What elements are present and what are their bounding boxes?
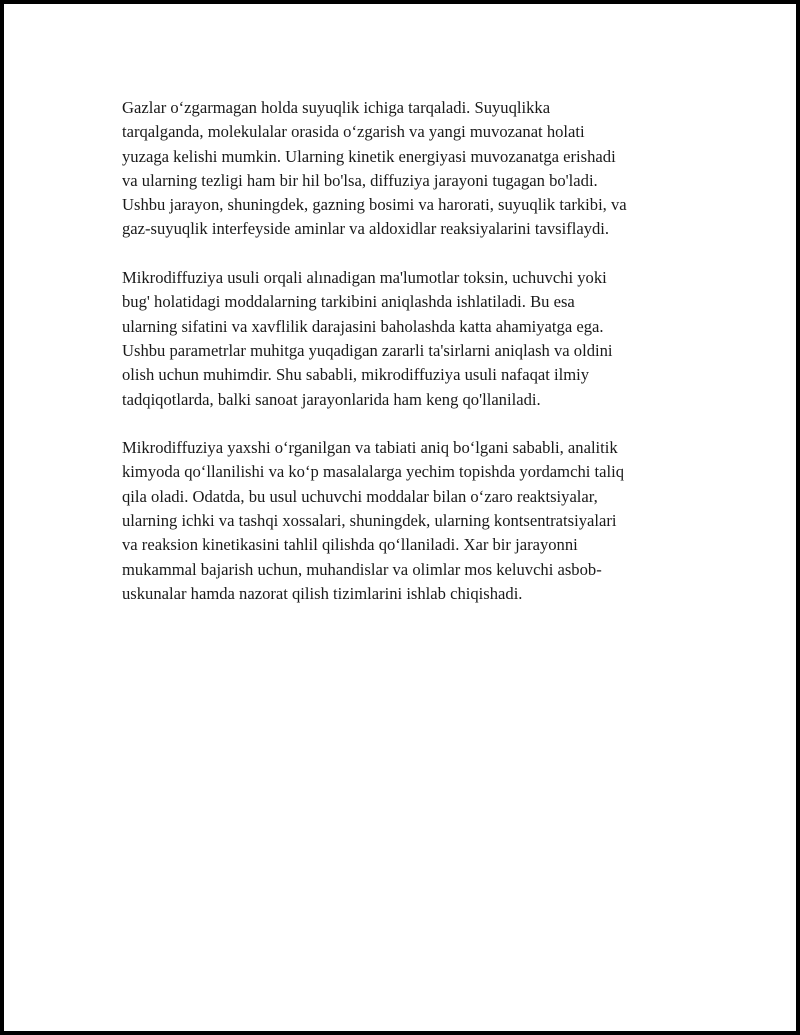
document-body [122,96,692,631]
text-line: Ushbu parametrlar muhitga yuqadigan zararli ta'sirlarni aniqlash va oldini [122,340,613,360]
text-line: qila oladi. Odatda, bu usul uchuvchi moddalar bilan o‘zaro reaktsiyalar, [122,486,598,506]
text-line: tadqiqotlarda, balki sanoat jarayonlarida ham keng qo'llaniladi. [122,389,541,409]
text-line: Ushbu jarayon, shuningdek, gazning bosimi va harorati, suyuqlik tarkibi, va [122,195,627,215]
text-line: olish uchun muhimdir. Shu sababli, mikrodiffuziya usuli nafaqat ilmiy [122,365,590,385]
text-line: gaz-suyuqlik interfeyside aminlar va aldoxidlar reaksiyalarini tavsiflaydi. [122,219,610,239]
text-line: va reaksion kinetikasini tahlil qilishda qo‘llaniladi. Xar bir jarayonni [122,535,578,555]
text-line: Gazlar o‘zgarmagan holda suyuqlik ichiga tarqaladi. Suyuqlikka [122,98,551,117]
text-line: Mikrodiffuziya usuli orqali alınadigan ma'lumotlar toksin, uchuvchi yoki [122,268,607,288]
text-line: bug' holatidagi moddalarning tarkibini aniqlashda ishlatiladi. Bu esa [122,292,575,312]
text-line: tarqalganda, molekulalar orasida o‘zgarish va yangi muvozanat holati [122,122,585,142]
text-line: kimyoda qo‘llanilishi va ko‘p masalalarga yechim topishda yordamchi taliq [122,462,624,482]
text-line: Mikrodiffuziya yaxshi o‘rganilgan va tabiati aniq bo‘lgani sababli, analitik [122,438,618,458]
text-line: yuzaga kelishi mumkin. Ularning kinetik energiyasi muvozanatga erishadi [122,146,616,166]
text-line: mukammal bajarish uchun, muhandislar va olimlar mos keluvchi asbob- [122,559,602,579]
paragraph-3 [122,436,692,606]
paragraph-1 [122,96,692,242]
text-line: uskunalar hamda nazorat qilish tizimlarini ishlab chiqishadi. [122,583,523,603]
text-line: ularning sifatini va xavflilik darajasini baholashda katta ahamiyatga ega. [122,316,604,336]
paragraph-2 [122,266,692,412]
text-line: ularning ichki va tashqi xossalari, shuningdek, ularning kontsentratsiyalari [122,511,617,531]
text-line: va ularning tezligi ham bir hil bo'lsa, diffuziya jarayoni tugagan bo'ladi. [122,170,598,190]
